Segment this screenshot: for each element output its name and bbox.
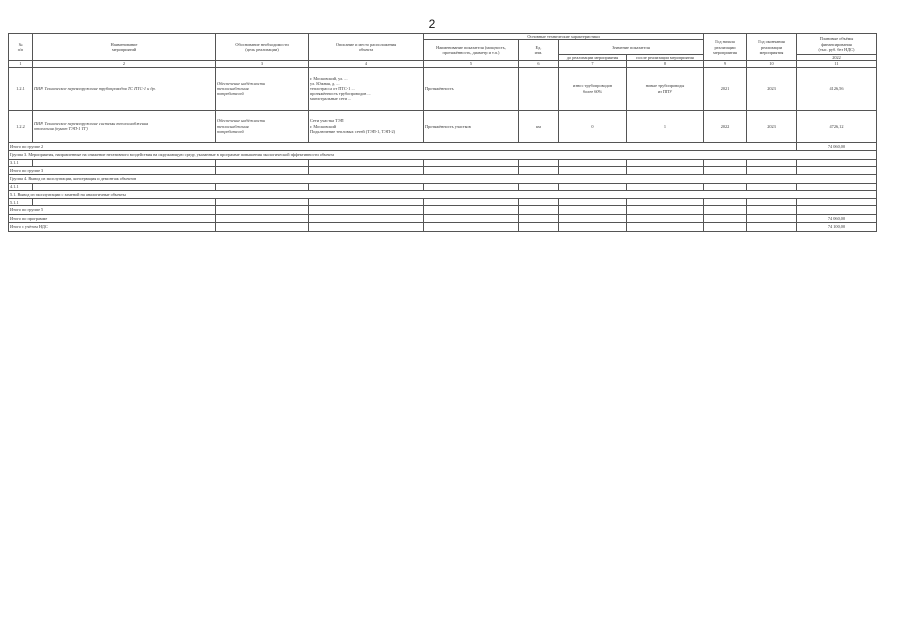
group-title-row: [9, 190, 877, 199]
row-start-year: 2021: [704, 67, 747, 110]
row-before: 0: [559, 110, 627, 142]
row-cost: 4126,56: [797, 67, 877, 110]
group-title: 5.1. Вывод из эксплуатации с заменой на аналогичные объекты: [9, 190, 877, 199]
column-number: 2: [33, 61, 216, 67]
header-col-project: Наименование мероприятий: [33, 34, 216, 61]
row-unit: км: [519, 110, 559, 142]
investment-program-table: [8, 33, 877, 232]
row-end-year: 2023: [747, 67, 797, 110]
header-col-end-year: Год окончания реализации мероприятия: [747, 34, 797, 61]
subtotal-value: 74 060,00: [797, 142, 877, 151]
group-title: Группа 3. Мероприятия, направленные на снижение негативного воздействия на окружающую среду, указанные в программе повышения экологической эффективности объекта: [9, 151, 877, 160]
column-number: 8: [627, 61, 704, 67]
header-col-start-year: Год начала реализации мероприятия: [704, 34, 747, 61]
header-col-unit: Ед. изм.: [519, 40, 559, 61]
row-number: 4.1.1: [9, 183, 33, 190]
row-number: 1.2.2: [9, 110, 33, 142]
total-vat-value: 74 100,00: [797, 223, 877, 232]
column-number: 10: [747, 61, 797, 67]
header-sub-before: до реализации мероприятия: [559, 55, 627, 61]
table-row: [9, 183, 877, 190]
table-row: [9, 110, 877, 142]
group-title-row: [9, 175, 877, 184]
row-objects: Сети участка ТЭП г. Московский Подключение тепловых сетей (ТЭП-1, ТЭП-2): [309, 110, 424, 142]
table-row: [9, 159, 877, 166]
table-row: [9, 67, 877, 110]
row-indicator: Протяжённость участков: [424, 110, 519, 142]
column-number: 4: [309, 61, 424, 67]
row-after: новые трубопроводы из ППУ: [627, 67, 704, 110]
header-sub-after: после реализации мероприятия: [627, 55, 704, 61]
row-start-year: 2022: [704, 110, 747, 142]
group-title-row: [9, 151, 877, 160]
row-cost: 4726,12: [797, 110, 877, 142]
row-after: 1: [627, 110, 704, 142]
subtotal-row: [9, 166, 877, 175]
total-vat-label: Итого с учётом НДС: [9, 223, 216, 232]
total-vat-row: [9, 223, 877, 232]
row-number: 3.1.1: [9, 159, 33, 166]
header-col-no: № п/п: [9, 34, 33, 61]
row-basis: Обеспечение надёжности теплоснабжения потребителей: [216, 110, 309, 142]
row-unit: [519, 67, 559, 110]
row-number: 1.2.1: [9, 67, 33, 110]
row-basis: Обеспечение надёжности теплоснабжения потребителей: [216, 67, 309, 110]
row-indicator: Протяжённость: [424, 67, 519, 110]
header-col-indicator-name: Наименование показателя (мощность, протяжённость, диаметр и т.п.): [424, 40, 519, 61]
row-before: износ трубопроводов более 60%: [559, 67, 627, 110]
page-number: 2: [428, 17, 436, 31]
table-row: [9, 199, 877, 206]
total-row: [9, 214, 877, 223]
group-title: Группа 4. Вывод из эксплуатации, консервация и демонтаж объектов: [9, 175, 877, 184]
total-label: Итого по программе: [9, 214, 216, 223]
column-number: 11: [797, 61, 877, 67]
row-number: 5.1.1: [9, 199, 33, 206]
row-end-year: 2023: [747, 110, 797, 142]
header-col-value: Значение показателя: [559, 40, 704, 55]
row-project: ПИР. Техническое перевооружение трубопроводов ТС ПТС-1 и др.: [33, 67, 216, 110]
header-col-basis: Обоснование необходимости (цель реализации): [216, 34, 309, 61]
column-number: 9: [704, 61, 747, 67]
column-number: 7: [559, 61, 627, 67]
column-number: 3: [216, 61, 309, 67]
subtotal-row: [9, 142, 877, 151]
header-sub-year: 2022: [797, 55, 877, 61]
header-col-objects: Описание и место расположения объекта: [309, 34, 424, 61]
subtotal-label: Итого по группе 3: [9, 166, 216, 175]
column-number: 6: [519, 61, 559, 67]
column-number: 5: [424, 61, 519, 67]
header-col-cost: Плановые объёмы финансирования (тыс. руб. без НДС): [797, 34, 877, 55]
row-objects: г. Московский, ул. ... ул. Южная, д. ... теплотрасса от ПТС-1 ... протяжённость трубопроводов ... магистральные сети ...: [309, 67, 424, 110]
subtotal-row: [9, 206, 877, 215]
row-project: ПИР. Техническое перевооружение системы теплоснабжения отопления (пункт ТЭП-1 ТГ): [33, 110, 216, 142]
subtotal-label: Итого по группе 2: [9, 142, 797, 151]
column-number: 1: [9, 61, 33, 67]
total-value: 74 060,00: [797, 214, 877, 223]
subtotal-label: Итого по группе 5: [9, 206, 216, 215]
header-group-indicators: Основные технические характеристики: [424, 34, 704, 40]
